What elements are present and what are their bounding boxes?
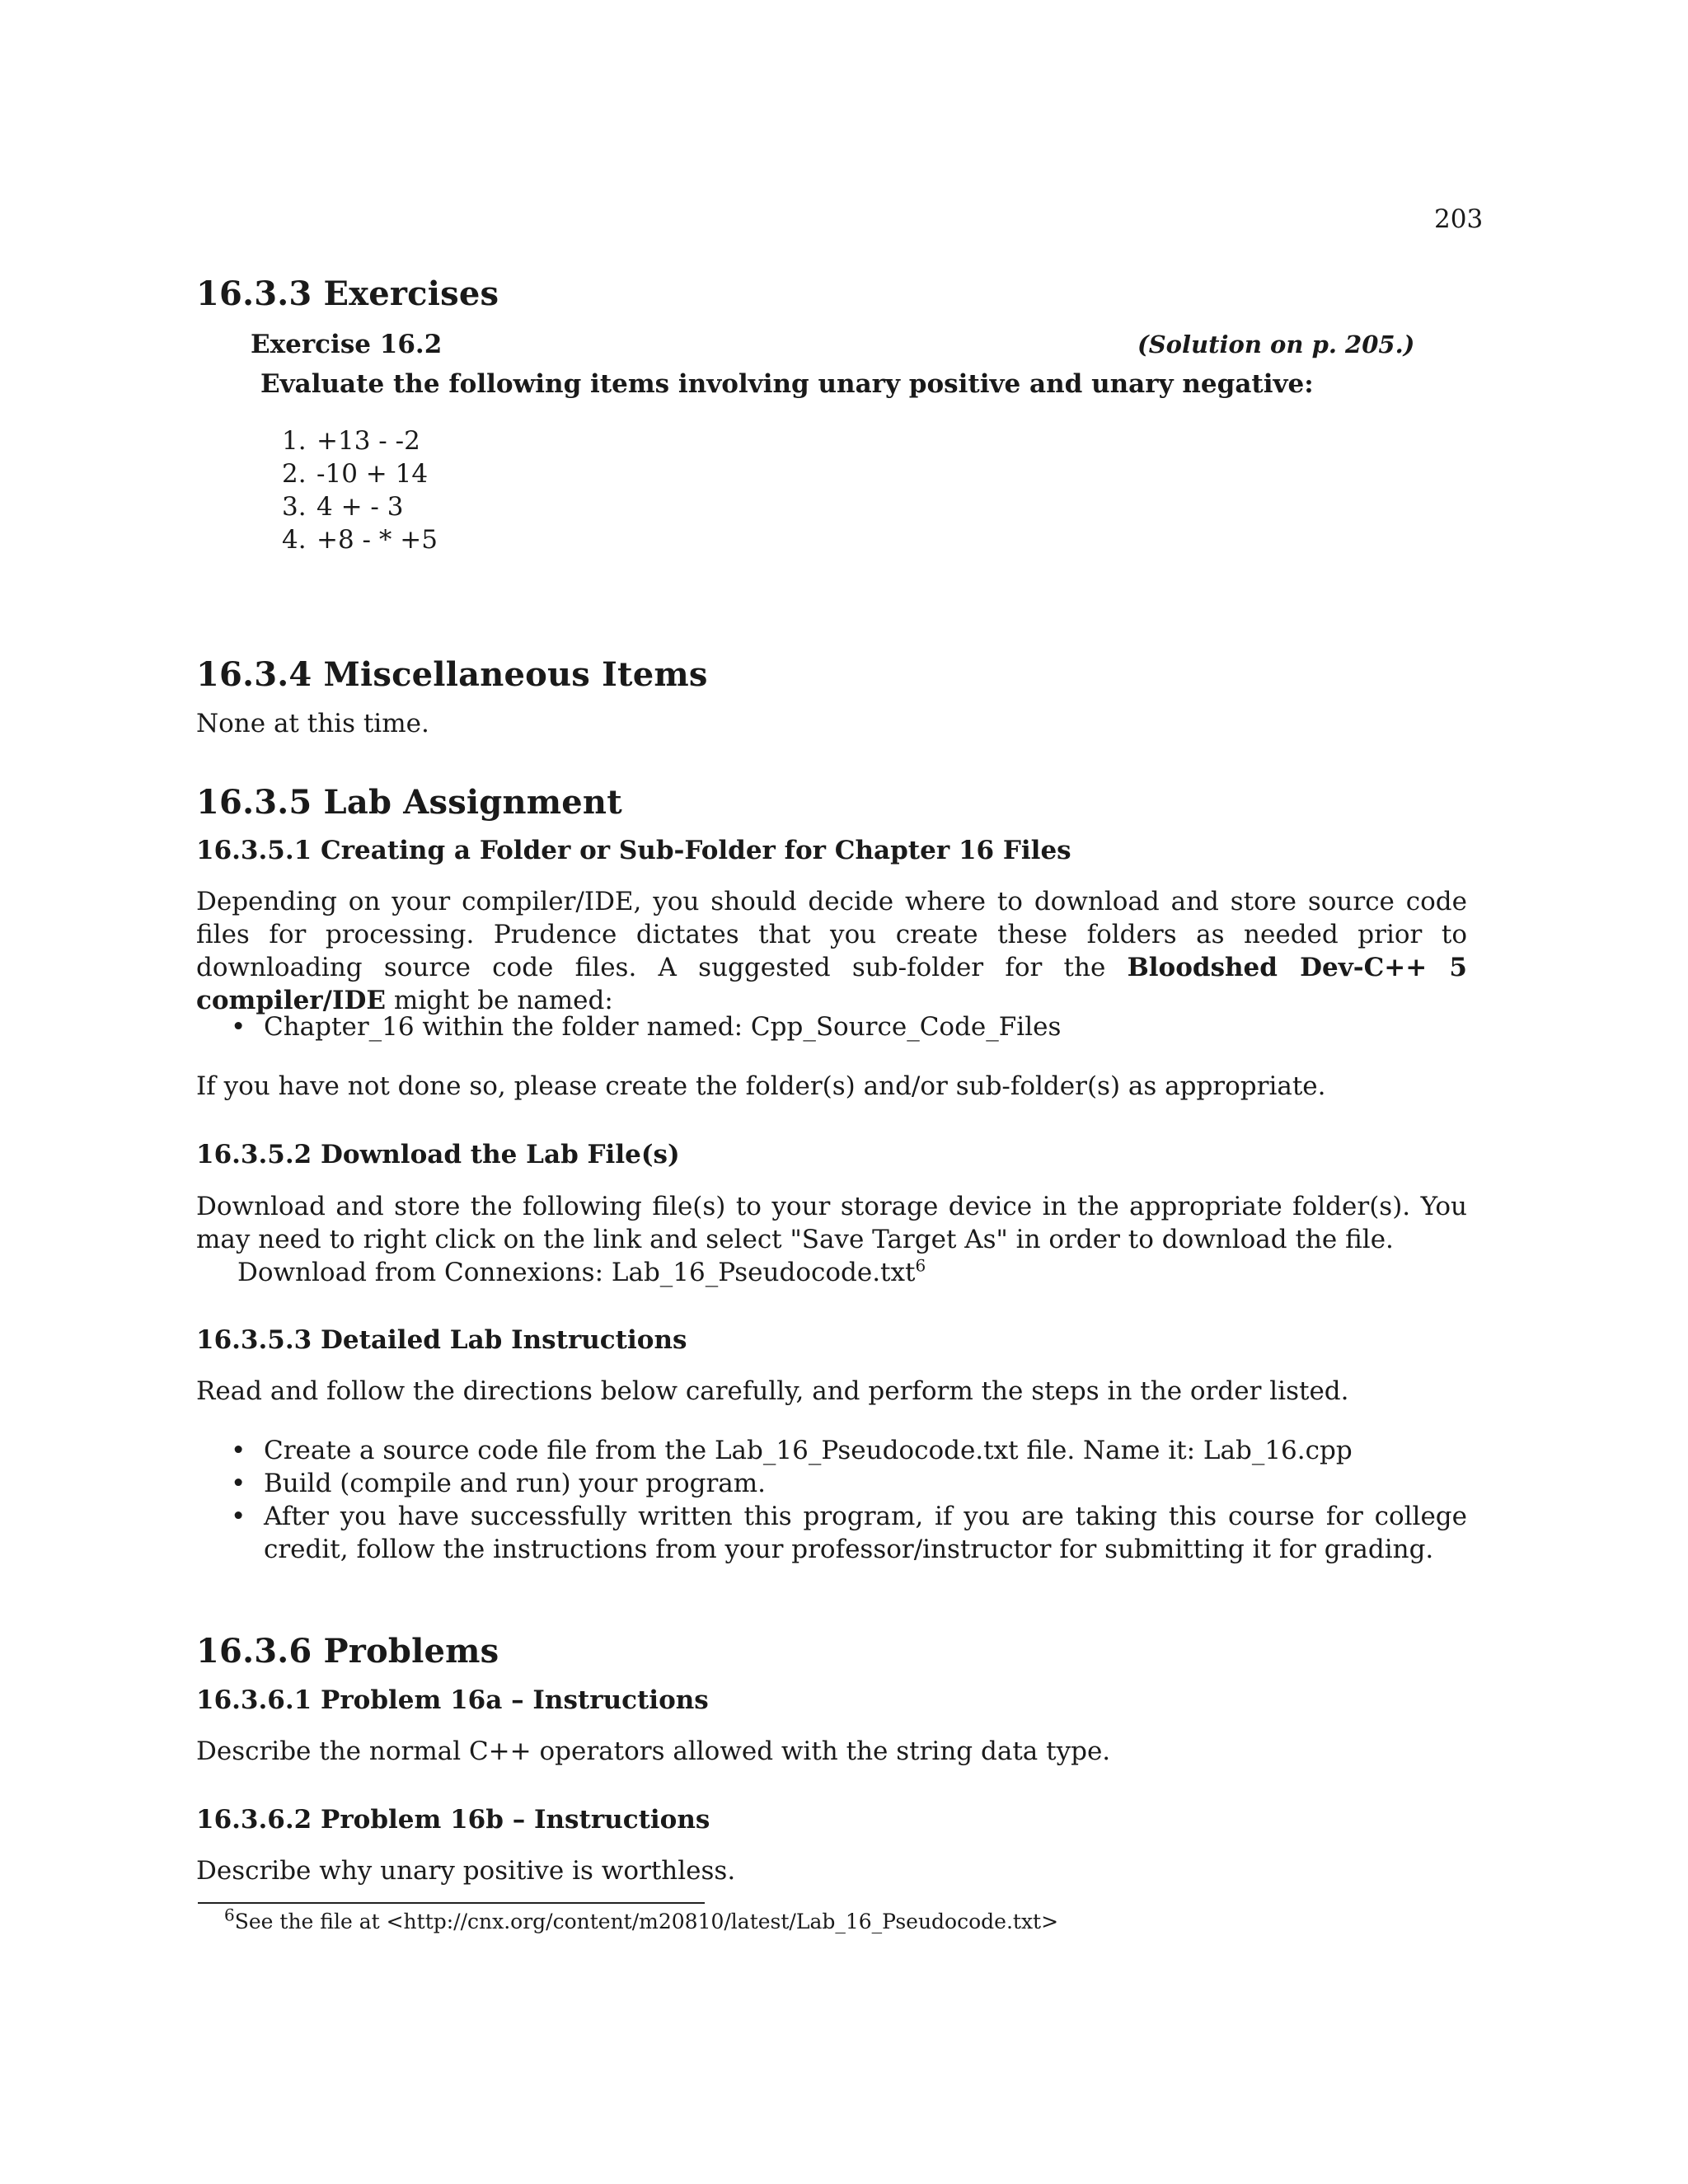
subsection-heading-instructions: 16.3.5.3 Detailed Lab Instructions xyxy=(196,1325,687,1355)
misc-text: None at this time. xyxy=(196,709,429,738)
subsection-heading-problem-16b: 16.3.6.2 Problem 16b – Instructions xyxy=(196,1805,710,1835)
list-item: 4. +8 - * +5 xyxy=(282,525,438,555)
section-heading-problems: 16.3.6 Problems xyxy=(196,1632,499,1671)
problem-16b-text: Describe why unary positive is worthless. xyxy=(196,1856,736,1886)
footnote-text[interactable]: See the file at <http://cnx.org/content/m20810/latest/Lab_16_Pseudocode.txt> xyxy=(234,1910,1059,1933)
folder-paragraph: Depending on your compiler/IDE, you should decide where to download and store source code files for processing. Prudence dictates that you create these folders as needed prior to downloading source code files. A suggested sub-folder for the Bloodshed Dev-C++ 5 compiler/IDE might be named: xyxy=(196,887,1467,1015)
page-number: 203 xyxy=(1434,204,1484,234)
subsection-heading-download: 16.3.5.2 Download the Lab File(s) xyxy=(196,1140,680,1169)
folder-after-text: If you have not done so, please create the folder(s) and/or sub-folder(s) as appropriate. xyxy=(196,1071,1326,1101)
download-paragraph: Download and store the following file(s) to your storage device in the appropriate folder(s). You may need to right click on the link and select "Save Target As" in order to download the file. xyxy=(196,1192,1467,1254)
subsection-heading-folder: 16.3.5.1 Creating a Folder or Sub-Folder for Chapter 16 Files xyxy=(196,836,1071,865)
download-line xyxy=(237,1256,926,1289)
list-item: • Create a source code file from the Lab_16_Pseudocode.txt file. Name it: Lab_16.cpp xyxy=(231,1436,1353,1465)
list-item: 2. -10 + 14 xyxy=(282,459,429,489)
exercise-prompt: Evaluate the following items involving unary positive and unary negative: xyxy=(260,369,1314,399)
section-heading-lab: 16.3.5 Lab Assignment xyxy=(196,783,622,822)
section-heading-exercises: 16.3.3 Exercises xyxy=(196,274,499,313)
footnote-reference[interactable]: 6 xyxy=(915,1255,926,1276)
instructions-paragraph: Read and follow the directions below carefully, and perform the steps in the order listed. xyxy=(196,1376,1349,1406)
list-item: • Chapter_16 within the folder named: Cpp_Source_Code_Files xyxy=(231,1012,1062,1042)
exercise-items-list xyxy=(282,424,438,556)
list-item: • After you have successfully written this program, if you are taking this course for college credit, follow the instructions from your professor/instructor for submitting it for grading. xyxy=(231,1502,1467,1564)
list-item: 3. 4 + - 3 xyxy=(282,492,404,522)
footnote-divider xyxy=(198,1902,705,1904)
solution-reference-link[interactable]: (Solution on p. 205.) xyxy=(1137,330,1415,359)
download-link[interactable]: Download from Connexions: Lab_16_Pseudocode.txt xyxy=(237,1258,916,1287)
list-item: 1. +13 - -2 xyxy=(282,426,420,456)
problem-16a-text: Describe the normal C++ operators allowed with the string data type. xyxy=(196,1736,1111,1766)
footnote-mark: 6 xyxy=(224,1905,235,1925)
list-item: • Build (compile and run) your program. xyxy=(231,1469,767,1498)
folder-bullet-list xyxy=(196,1010,1467,1043)
section-heading-misc: 16.3.4 Miscellaneous Items xyxy=(196,655,708,694)
footnote xyxy=(224,1905,1059,1935)
instructions-bullet-list xyxy=(196,1434,1467,1566)
exercise-title: Exercise 16.2 xyxy=(251,330,443,359)
subsection-heading-problem-16a: 16.3.6.1 Problem 16a – Instructions xyxy=(196,1685,709,1715)
